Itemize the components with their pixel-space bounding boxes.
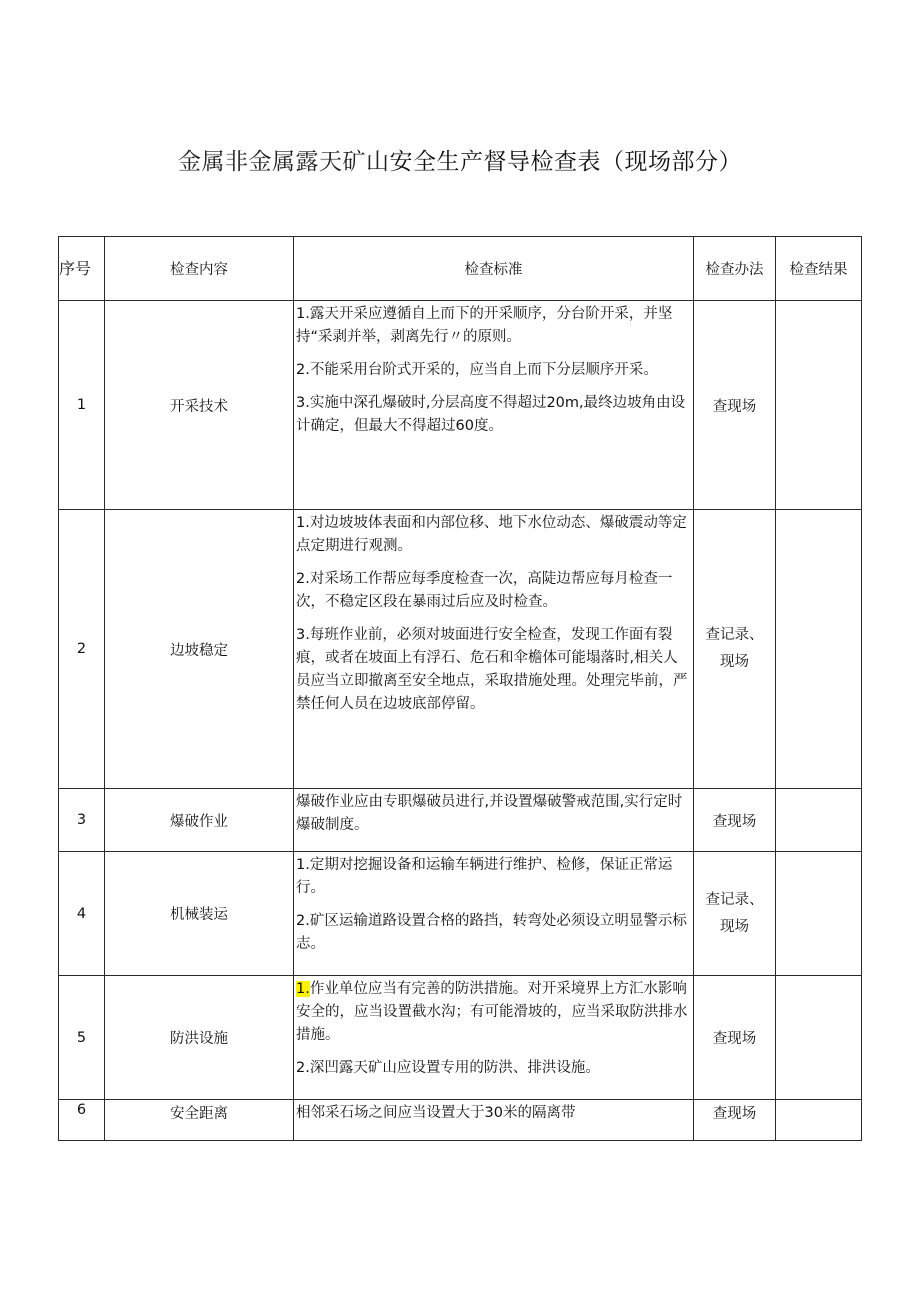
row-item: 安全距离 — [105, 1100, 294, 1141]
table-row — [59, 510, 862, 789]
standard-line: 3.每班作业前，必须对坡面进行安全检查，发现工作面有裂痕，或者在坡面上有浮石、危石和伞檐体可能塌落时,相关人员应当立即撤离至安全地点，采取措施处理。处理完毕前，严禁任何人员在边坡底部停留。 — [296, 627, 688, 712]
inspection-table — [58, 236, 862, 1141]
table-row — [59, 976, 862, 1100]
row-no: 3 — [59, 789, 105, 852]
row-item: 开采技术 — [105, 301, 294, 510]
method-line: 现场 — [720, 918, 749, 935]
row-result — [776, 976, 862, 1100]
row-method: 查现场 — [694, 301, 776, 510]
header-method: 检查办法 — [694, 237, 776, 301]
row-result — [776, 301, 862, 510]
row-result — [776, 1100, 862, 1141]
header-no: 序号 — [59, 237, 105, 301]
row-no: 1 — [59, 301, 105, 510]
row-item: 防洪设施 — [105, 976, 294, 1100]
table-row — [59, 789, 862, 852]
row-item: 机械装运 — [105, 852, 294, 976]
row-no: 5 — [59, 976, 105, 1100]
header-result: 检查结果 — [776, 237, 862, 301]
method-line: 查记录、 — [705, 627, 764, 643]
row-method — [694, 510, 776, 789]
row-no: 2 — [59, 510, 105, 789]
highlighted-number: 1. — [296, 981, 310, 997]
row-result — [776, 852, 862, 976]
row-no: 6 — [59, 1100, 105, 1141]
standard-line: 2.对采场工作帮应每季度检查一次，高陡边帮应每月检查一次，不稳定区段在暴雨过后应及时检查。 — [296, 571, 673, 610]
title-part1: 金属非金属露天矿山 — [178, 149, 390, 175]
header-item: 检查内容 — [105, 237, 294, 301]
standard-line: 相邻采石场之间应当设置大于30米的隔离带 — [296, 1105, 576, 1121]
title-part2: 安全生产督导检查表（现场部分） — [389, 149, 742, 175]
row-result — [776, 789, 862, 852]
method-line: 现场 — [720, 654, 749, 670]
standard-line: 2.深凹露天矿山应设置专用的防洪、排洪设施。 — [296, 1060, 600, 1076]
standard-line: 2.不能采用台阶式开采的，应当自上而下分层顺序开采。 — [296, 362, 658, 378]
standard-line: 2.矿区运输道路设置合格的路挡，转弯处必须设立明显警示标志。 — [296, 913, 687, 952]
row-method: 查现场 — [694, 1100, 776, 1141]
header-row — [59, 237, 862, 301]
row-method: 查现场 — [694, 789, 776, 852]
row-standard — [294, 510, 693, 722]
row-item: 边坡稳定 — [105, 510, 294, 789]
page-title — [0, 143, 920, 176]
table-row — [59, 301, 862, 510]
table-row — [59, 852, 862, 976]
row-method — [694, 852, 776, 976]
standard-line — [296, 978, 691, 1047]
header-standard: 检查标准 — [294, 237, 694, 301]
row-standard — [294, 1100, 693, 1131]
row-standard — [294, 976, 693, 1086]
method-line: 查记录、 — [705, 891, 764, 908]
standard-line: 3.实施中深孔爆破时,分层高度不得超过20m,最终边坡角由设计确定，但最大不得超过60度。 — [296, 395, 686, 434]
standard-line: 1.定期对挖掘设备和运输车辆进行维护、检修，保证正常运行。 — [296, 857, 673, 896]
row-standard — [294, 852, 693, 962]
row-result — [776, 510, 862, 789]
row-method: 查现场 — [694, 976, 776, 1100]
standard-line: 爆破作业应由专职爆破员进行,并设置爆破警戒范围,实行定时爆破制度。 — [296, 794, 683, 833]
standard-line: 1.露天开采应遵循自上而下的开采顺序，分台阶开采，并坚持“采剥并举，剥离先行〃的原则。 — [296, 306, 673, 345]
standard-line: 1.对边坡坡体表面和内部位移、地下水位动态、爆破震动等定点定期进行观测。 — [296, 515, 687, 554]
row-no: 4 — [59, 852, 105, 976]
standard-line-text: 作业单位应当有完善的防洪措施。对开采境界上方汇水影响安全的，应当设置截水沟；有可能滑坡的，应当采取防洪排水措施。 — [296, 981, 688, 1043]
table-row — [59, 1100, 862, 1141]
row-standard — [294, 789, 693, 843]
row-standard — [294, 301, 693, 444]
row-item: 爆破作业 — [105, 789, 294, 852]
